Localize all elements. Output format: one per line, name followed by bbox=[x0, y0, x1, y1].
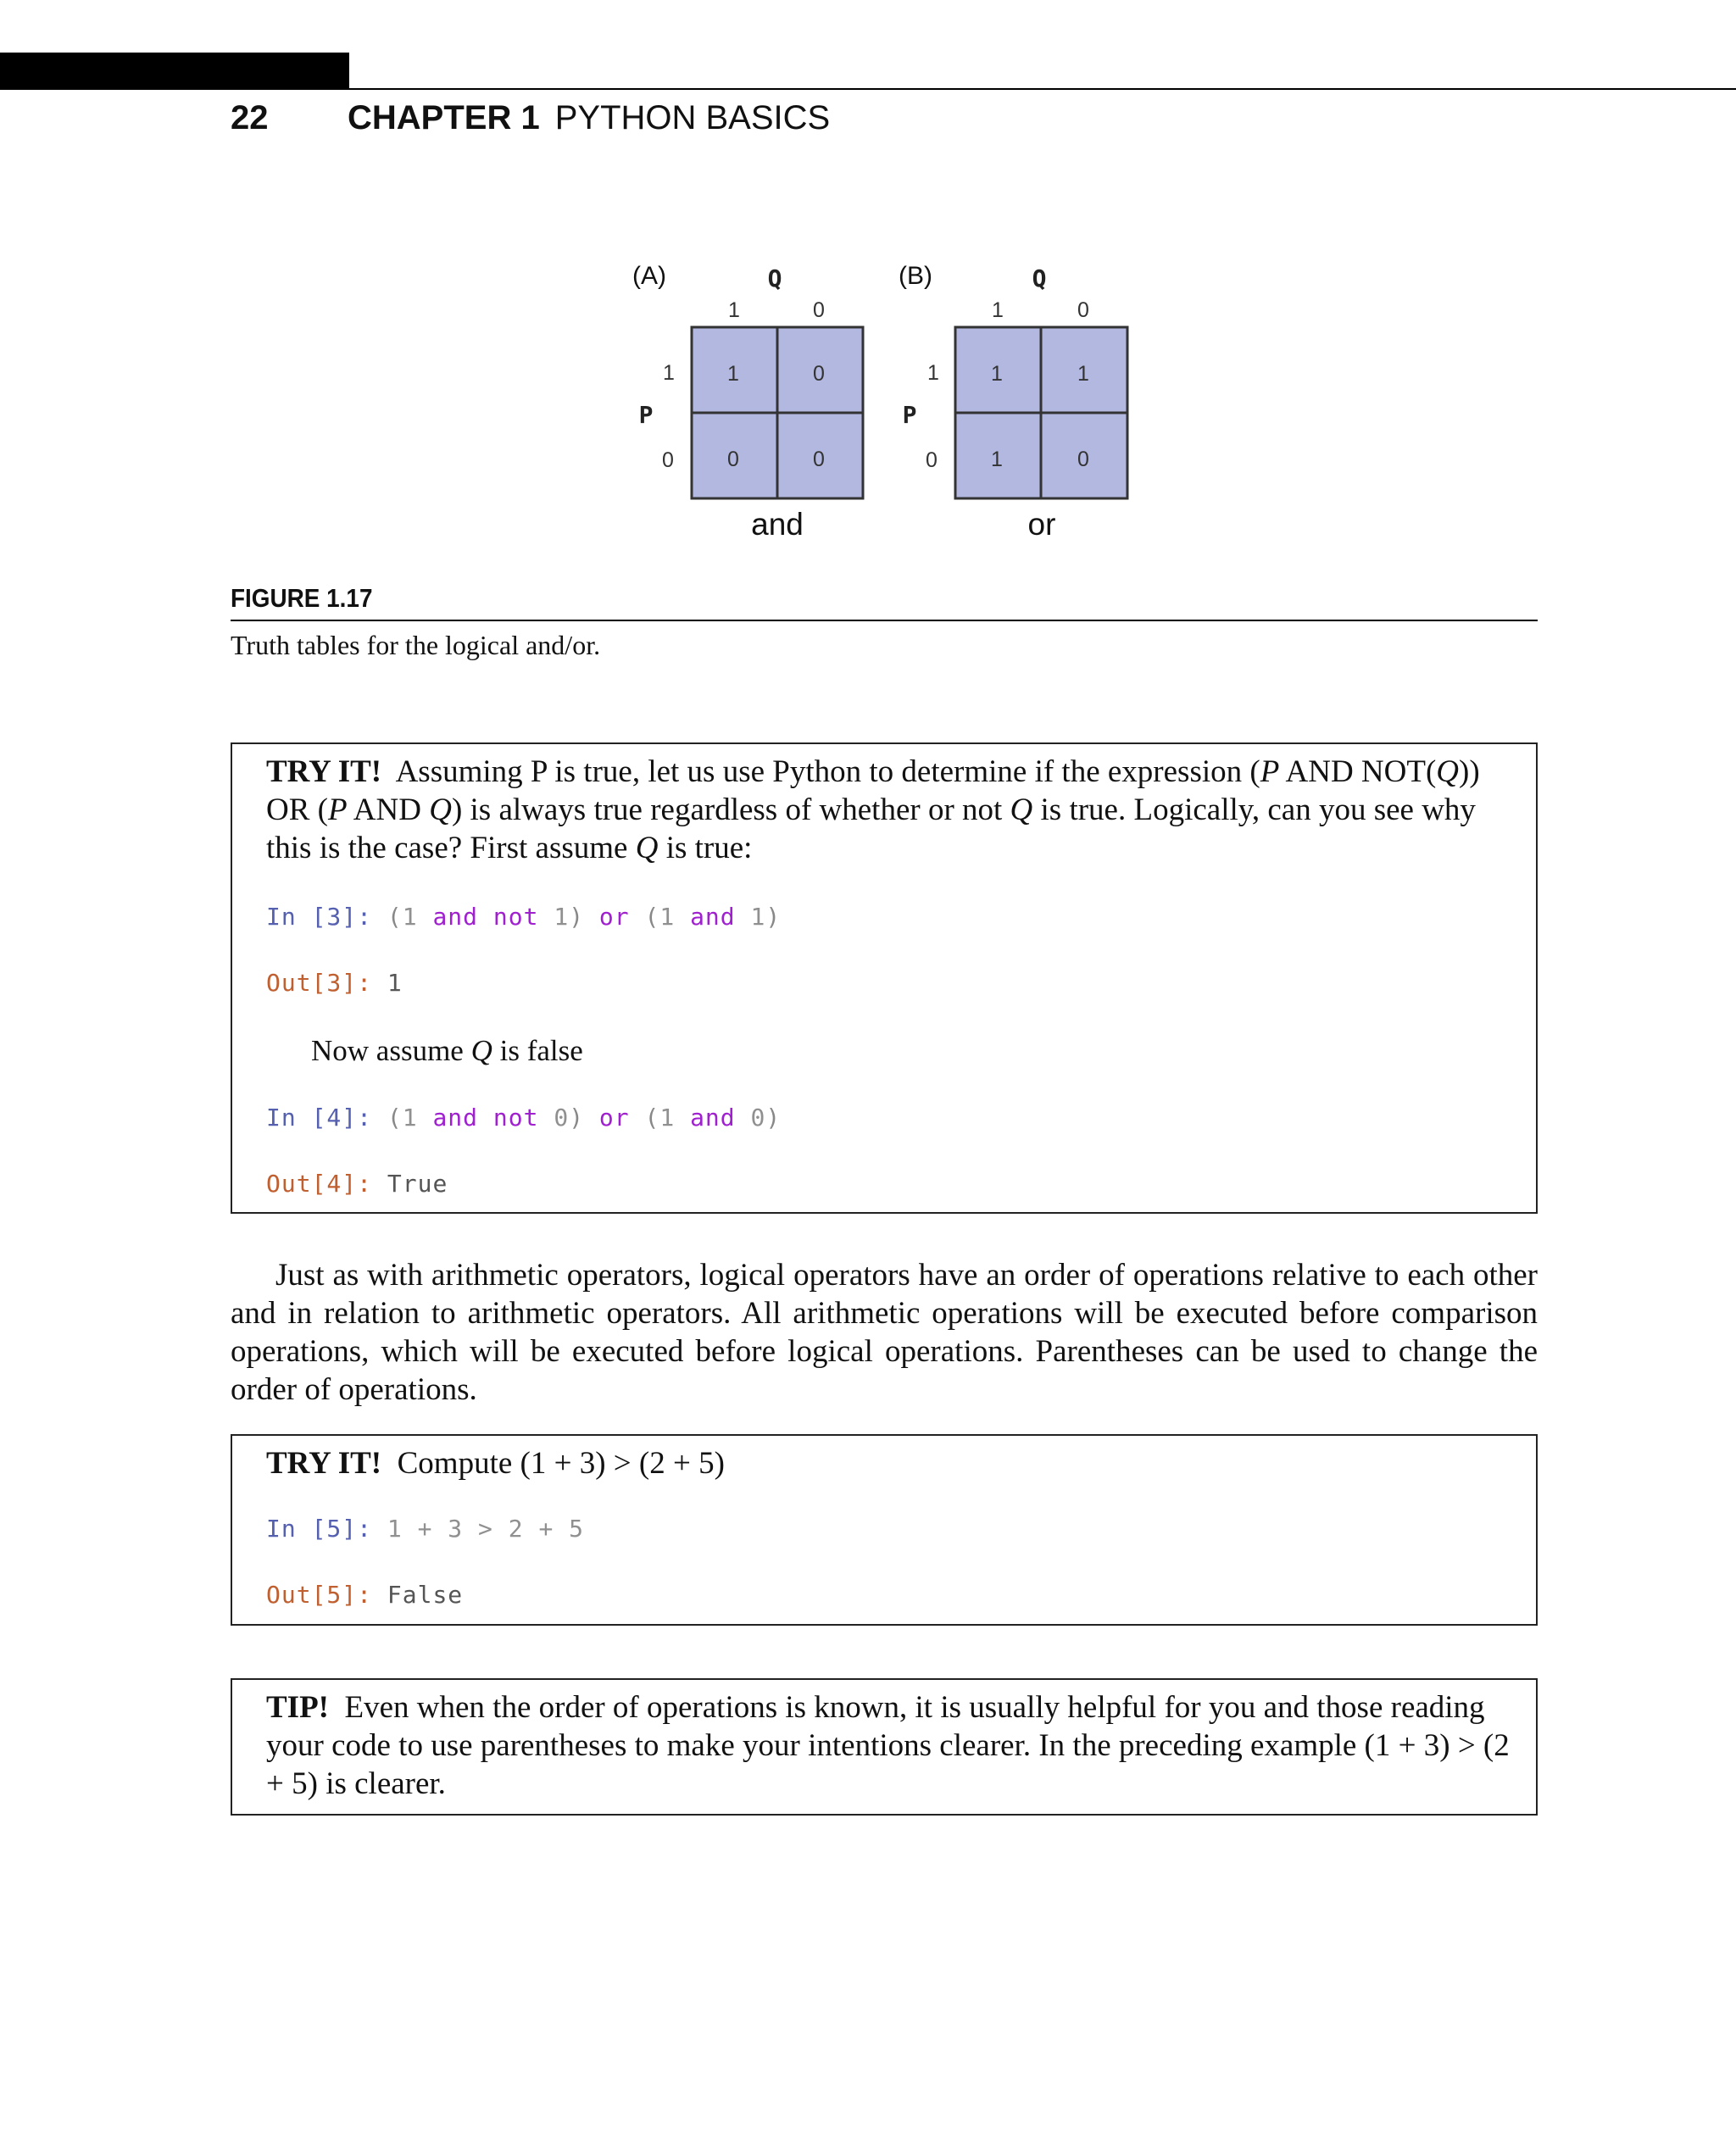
row-header: 0 bbox=[662, 448, 674, 472]
col-header: 0 bbox=[1077, 298, 1089, 322]
table-cell: 1 bbox=[727, 362, 739, 386]
figure-label: FIGURE 1.17 bbox=[231, 583, 373, 613]
figure-caption: Truth tables for the logical and/or. bbox=[231, 630, 601, 660]
table-cell: 1 bbox=[991, 362, 1003, 386]
code-input-5: In [5]: 1 + 3 > 2 + 5 bbox=[266, 1515, 585, 1543]
col-header: 1 bbox=[728, 298, 740, 322]
table-cell: 0 bbox=[1077, 448, 1089, 471]
try-it-box-compute bbox=[231, 1434, 1538, 1626]
row-variable: P bbox=[902, 401, 917, 429]
code-output-5: Out[5]: False bbox=[266, 1581, 464, 1609]
table-caption: or bbox=[1027, 507, 1056, 542]
table-cell: 0 bbox=[813, 362, 825, 386]
try-it-heading: TRY IT! bbox=[266, 754, 382, 789]
col-variable: Q bbox=[767, 264, 782, 292]
table-caption: and bbox=[751, 507, 804, 542]
tip-heading: TIP! bbox=[266, 1690, 329, 1725]
try-it-box-logic bbox=[231, 742, 1538, 1214]
table-cell: 1 bbox=[991, 448, 1003, 471]
code-output-4: Out[4]: True bbox=[266, 1170, 448, 1198]
tip-box bbox=[231, 1678, 1538, 1816]
panel-label: (B) bbox=[899, 262, 932, 290]
body-paragraph: Just as with arithmetic operators, logical operators have an order of operations relative to each other and in relation to arithmetic operators. All arithmetic operations will be executed before comparison operations, which will be executed before logical operations. Parentheses can be used to change the order of operations. bbox=[231, 1258, 1538, 1407]
row-header: 0 bbox=[926, 448, 938, 472]
col-variable: Q bbox=[1032, 264, 1047, 292]
table-cell: 1 bbox=[1077, 362, 1089, 386]
chapter-label: CHAPTER 1 bbox=[348, 99, 540, 136]
code-output-3: Out[3]: 1 bbox=[266, 969, 403, 997]
chapter-title: PYTHON BASICS bbox=[554, 99, 831, 136]
code-input-3: In [3]: (1 and not 1) or (1 and 1) bbox=[266, 903, 782, 931]
col-header: 0 bbox=[813, 298, 825, 322]
page-number: 22 bbox=[231, 99, 269, 136]
row-header: 1 bbox=[663, 361, 675, 385]
try-it-heading: TRY IT! bbox=[266, 1446, 382, 1481]
try-it-text: TRY IT! Assuming P is true, let us use Python to determine if the expression (P AND NOT(Q)) OR (P AND Q) is always true regardless of whether or not Q is true. Logically, can you see why this is the case? First assume Q is true: bbox=[266, 754, 1480, 865]
truth-table-and bbox=[632, 262, 863, 542]
panel-label: (A) bbox=[632, 262, 666, 290]
truth-table-figure bbox=[0, 0, 1736, 576]
table-cell: 0 bbox=[727, 448, 739, 471]
try-it-text: TRY IT! Compute (1 + 3) > (2 + 5) bbox=[266, 1446, 725, 1481]
col-header: 1 bbox=[992, 298, 1004, 322]
code-input-4: In [4]: (1 and not 0) or (1 and 0) bbox=[266, 1104, 782, 1132]
row-variable: P bbox=[638, 401, 654, 429]
mid-text: Now assume Q is false bbox=[311, 1034, 583, 1067]
row-header: 1 bbox=[927, 361, 939, 385]
tip-text: TIP! Even when the order of operations is known, it is usually helpful for you and those reading your code to use parentheses to make your intentions clearer. In the preceding example (1 + 3) > (2 + 5) is clearer. bbox=[266, 1690, 1510, 1801]
table-cell: 0 bbox=[813, 448, 825, 471]
figure-rule bbox=[231, 620, 1538, 621]
truth-table-or bbox=[899, 262, 1127, 542]
